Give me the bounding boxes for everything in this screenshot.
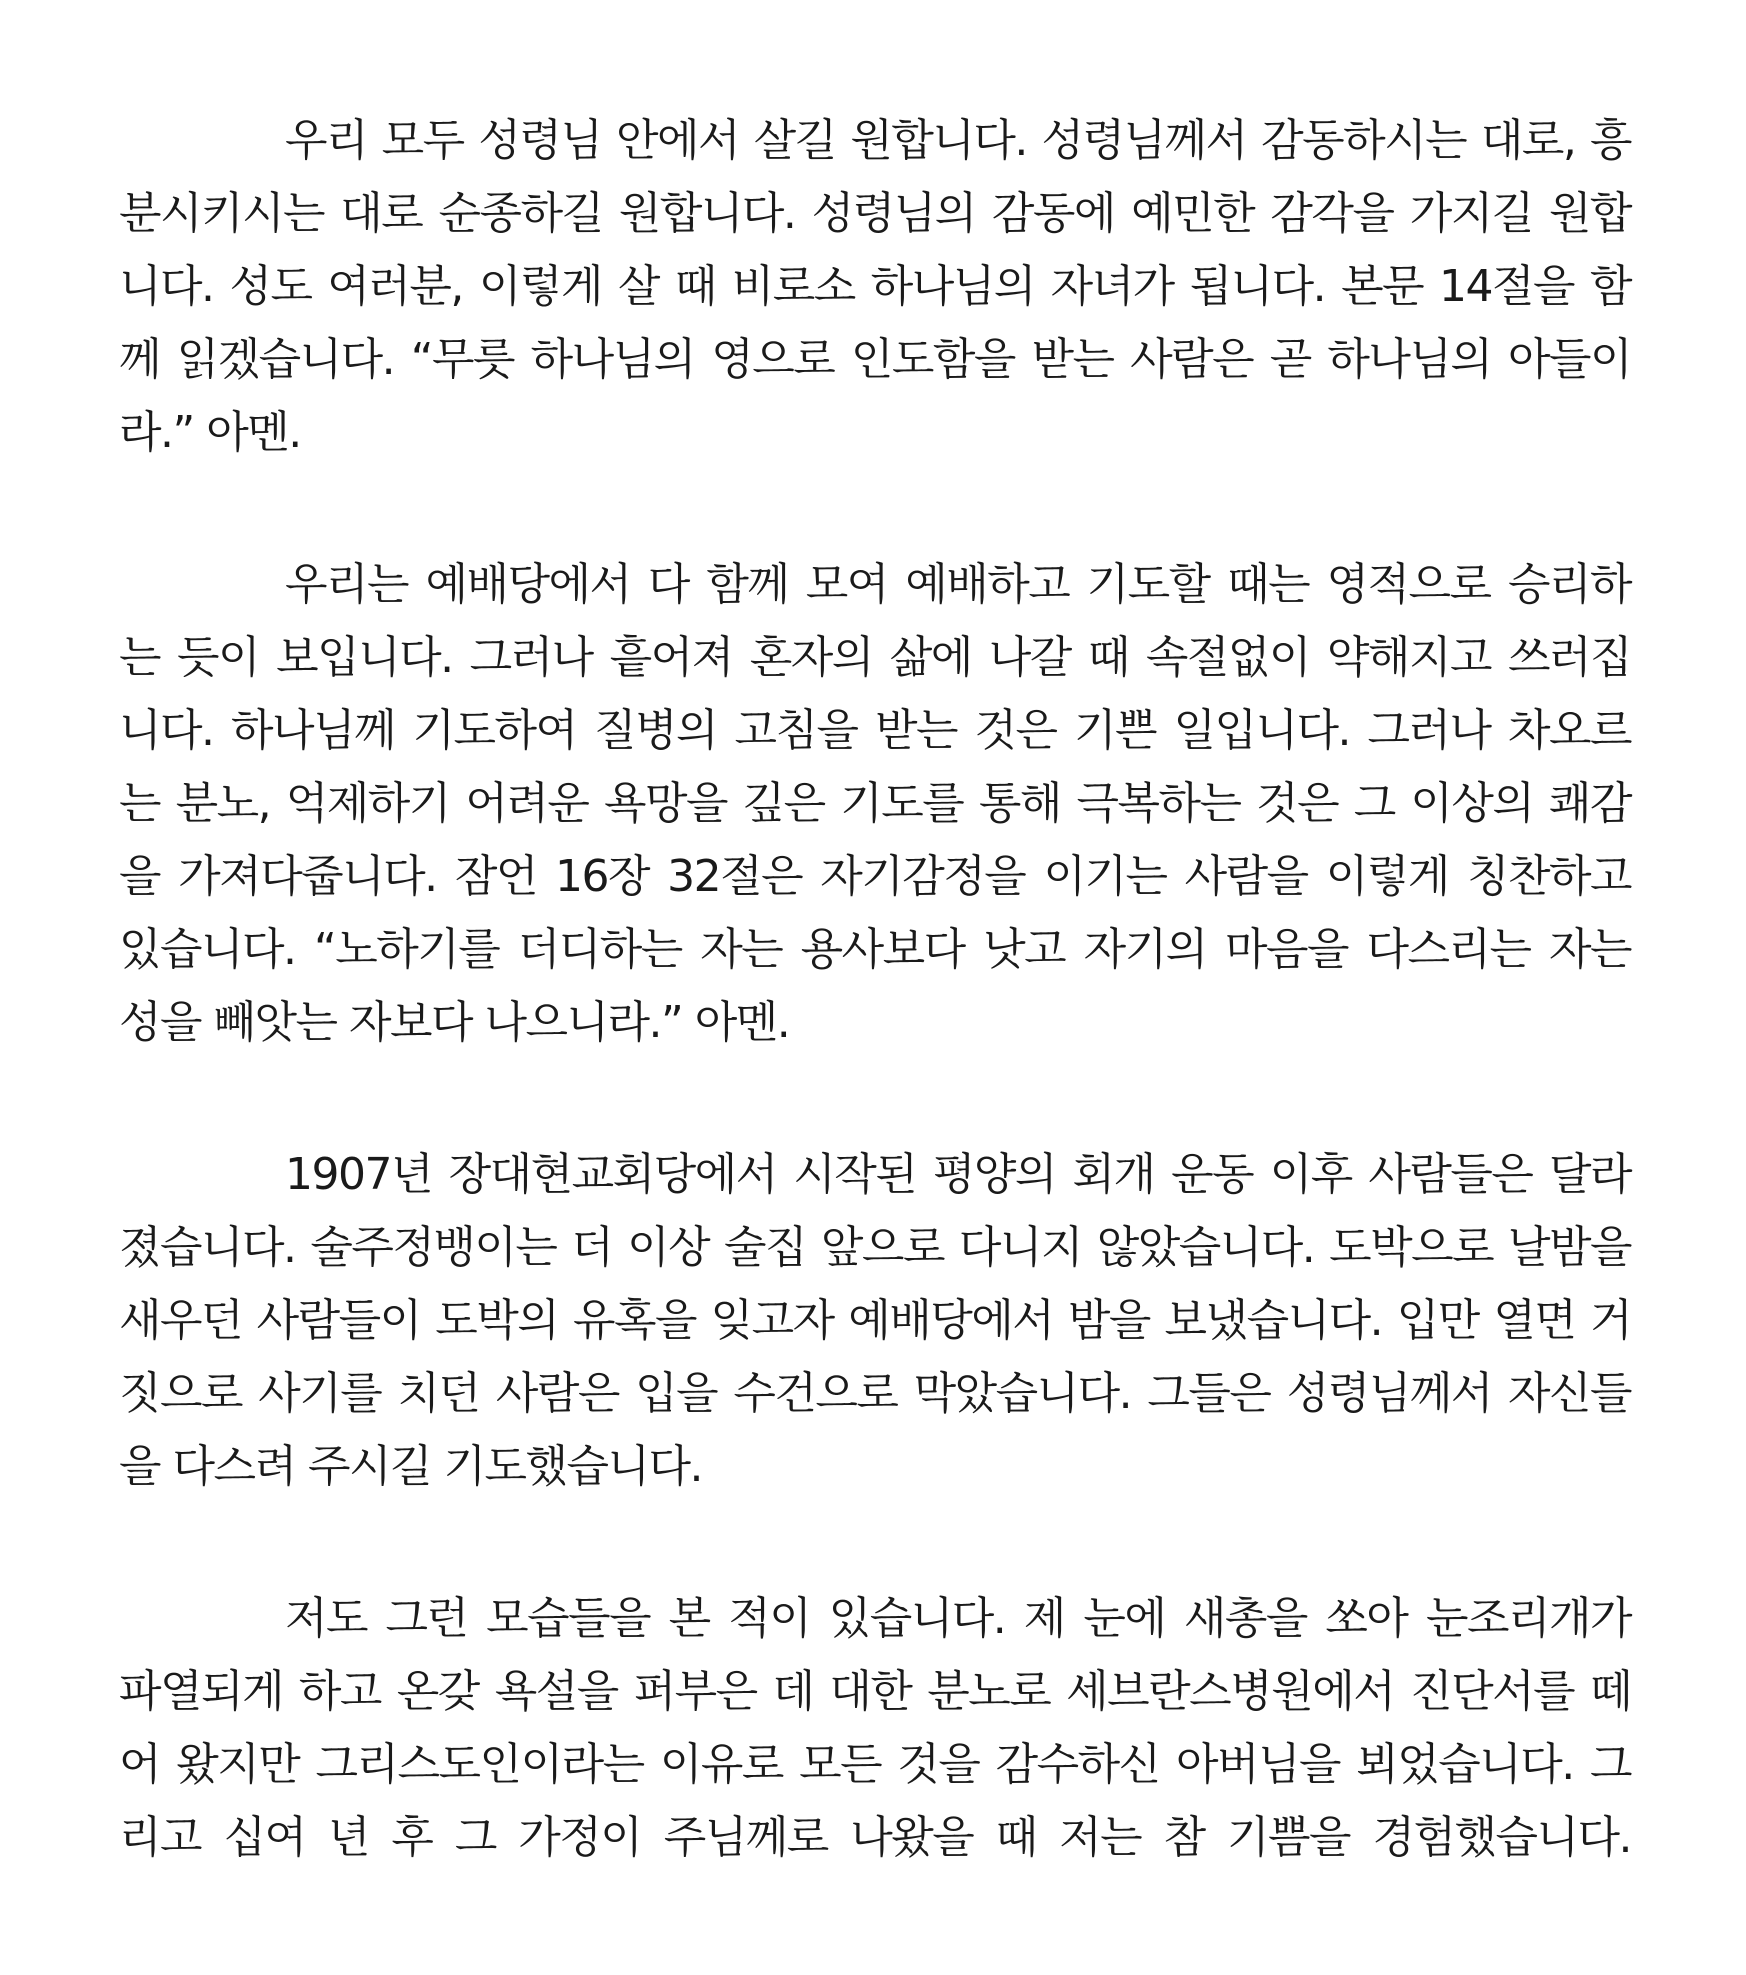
text-line: 우리는 예배당에서 다 함께 모여 예배하고 기도할 때는 영적으로 승리하 <box>285 559 1631 610</box>
text-line: 라.” 아멘. <box>119 407 301 458</box>
text-line: 우리 모두 성령님 안에서 살길 원합니다. 성령님께서 감동하시는 대로, 흥 <box>285 115 1631 166</box>
text-line: 짓으로 사기를 치던 사람은 입을 수건으로 막았습니다. 그들은 성령님께서 자신들 <box>119 1368 1631 1419</box>
text-line: 새우던 사람들이 도박의 유혹을 잊고자 예배당에서 밤을 보냈습니다. 입만 열면 거 <box>119 1295 1631 1346</box>
text-line: 을 가져다줍니다. 잠언 16장 32절은 자기감정을 이기는 사람을 이렇게 칭찬하고 <box>119 851 1631 902</box>
text-line: 니다. 하나님께 기도하여 질병의 고침을 받는 것은 기쁜 일입니다. 그러나 차오르 <box>119 705 1631 756</box>
text-line: 리고 십여 년 후 그 가정이 주님께로 나왔을 때 저는 참 기쁨을 경험했습니다. <box>119 1812 1631 1863</box>
paragraph-1 <box>119 104 1631 469</box>
document-page <box>119 104 1631 1953</box>
text-line: 성을 빼앗는 자보다 나으니라.” 아멘. <box>119 997 790 1048</box>
paragraph-3 <box>119 1138 1631 1503</box>
text-line: 는 듯이 보입니다. 그러나 흩어져 혼자의 삶에 나갈 때 속절없이 약해지고 쓰러집 <box>119 632 1631 683</box>
paragraph-4 <box>119 1582 1631 1874</box>
text-line: 분시키시는 대로 순종하길 원합니다. 성령님의 감동에 예민한 감각을 가지길 원합 <box>119 188 1631 239</box>
paragraph-2 <box>119 548 1631 1059</box>
text-line: 저도 그런 모습들을 본 적이 있습니다. 제 눈에 새총을 쏘아 눈조리개가 <box>285 1593 1631 1644</box>
text-line: 1907년 장대현교회당에서 시작된 평양의 회개 운동 이후 사람들은 달라 <box>285 1149 1631 1200</box>
text-line: 졌습니다. 술주정뱅이는 더 이상 술집 앞으로 다니지 않았습니다. 도박으로 날밤을 <box>119 1222 1631 1273</box>
text-line: 께 읽겠습니다. “무릇 하나님의 영으로 인도함을 받는 사람은 곧 하나님의 아들이 <box>119 334 1631 385</box>
text-line: 을 다스려 주시길 기도했습니다. <box>119 1441 702 1492</box>
text-line: 는 분노, 억제하기 어려운 욕망을 깊은 기도를 통해 극복하는 것은 그 이상의 쾌감 <box>119 778 1631 829</box>
text-line: 어 왔지만 그리스도인이라는 이유로 모든 것을 감수하신 아버님을 뵈었습니다. 그 <box>119 1739 1631 1790</box>
text-line: 있습니다. “노하기를 더디하는 자는 용사보다 낫고 자기의 마음을 다스리는 자는 <box>119 924 1631 975</box>
text-line: 파열되게 하고 온갖 욕설을 퍼부은 데 대한 분노로 세브란스병원에서 진단서를 떼 <box>119 1666 1631 1717</box>
text-line: 니다. 성도 여러분, 이렇게 살 때 비로소 하나님의 자녀가 됩니다. 본문 14절을 함 <box>119 261 1631 312</box>
